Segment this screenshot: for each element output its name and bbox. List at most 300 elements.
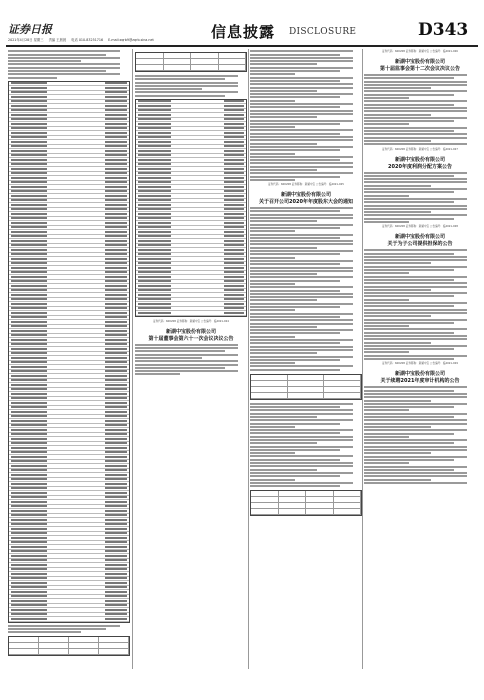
text-line xyxy=(364,393,467,395)
text-line xyxy=(364,269,454,271)
text-line xyxy=(250,176,340,178)
text-line xyxy=(250,436,353,438)
text-line xyxy=(250,472,353,474)
text-line xyxy=(250,80,340,82)
text-line xyxy=(250,416,317,418)
text-line xyxy=(364,253,454,255)
text-line xyxy=(135,350,225,352)
text-line xyxy=(364,262,431,264)
text-line xyxy=(250,293,353,295)
text-line xyxy=(364,74,467,76)
text-line xyxy=(364,97,409,99)
text-line xyxy=(364,416,454,418)
text-line xyxy=(135,360,238,362)
text-line xyxy=(250,339,353,341)
text-line xyxy=(364,84,467,86)
editor: 责编 王晨晨 xyxy=(48,38,67,42)
text-line xyxy=(364,94,454,96)
header-table xyxy=(135,52,247,72)
text-line xyxy=(250,234,353,236)
company-name: 新湖中宝股份有限公司 xyxy=(165,328,216,335)
text-line xyxy=(8,77,57,79)
announcement-title: 2020年度利润分配方案公告 xyxy=(388,163,452,170)
text-block xyxy=(250,207,362,371)
text-line xyxy=(250,133,340,135)
text-line xyxy=(364,302,467,304)
text-line xyxy=(250,139,353,141)
text-line xyxy=(250,449,340,451)
text-line xyxy=(364,81,467,83)
text-line xyxy=(364,133,467,135)
text-line xyxy=(250,459,340,461)
text-line xyxy=(250,465,353,467)
text-line xyxy=(364,409,409,411)
text-line xyxy=(135,370,238,372)
code-line: 证券代码：600208 证券简称：新湖中宝 公告编号：临2021-029 xyxy=(382,362,458,366)
text-line xyxy=(250,243,353,245)
text-line xyxy=(364,218,454,220)
text-line xyxy=(250,270,353,272)
text-line xyxy=(364,322,454,324)
text-line xyxy=(250,426,295,428)
text-line xyxy=(364,452,431,454)
text-line xyxy=(250,63,317,65)
text-line xyxy=(250,129,353,131)
text-line xyxy=(250,93,353,95)
text-line xyxy=(8,57,120,59)
column-divider xyxy=(132,49,133,669)
text-line xyxy=(250,432,340,434)
text-line xyxy=(364,345,467,347)
text-line xyxy=(250,475,340,477)
table-row xyxy=(136,311,246,316)
data-table xyxy=(135,99,247,317)
text-line xyxy=(364,439,467,441)
text-block xyxy=(250,50,362,181)
text-line xyxy=(135,347,238,349)
text-line xyxy=(250,210,340,212)
announcement-heading xyxy=(135,328,247,342)
text-line xyxy=(250,462,353,464)
text-line xyxy=(135,88,202,90)
text-line xyxy=(250,110,353,112)
text-line xyxy=(250,250,353,252)
code-line: 证券代码：600208 证券简称：新湖中宝 公告编号：临2021-025 xyxy=(268,183,344,187)
column-4 xyxy=(364,49,476,669)
text-line xyxy=(250,253,340,255)
text-line xyxy=(364,286,467,288)
text-line xyxy=(364,325,409,327)
text-line xyxy=(250,365,353,367)
text-line xyxy=(250,276,353,278)
text-line xyxy=(250,403,353,405)
text-line xyxy=(135,354,238,356)
text-line xyxy=(250,319,353,321)
text-line xyxy=(250,313,353,315)
text-line xyxy=(8,73,120,75)
text-line xyxy=(250,123,340,125)
text-line xyxy=(250,50,353,52)
text-line xyxy=(364,256,467,258)
text-line xyxy=(135,364,238,366)
text-line xyxy=(364,413,467,415)
text-line xyxy=(135,344,238,346)
text-line xyxy=(364,272,409,274)
text-block xyxy=(364,386,476,484)
text-line xyxy=(250,87,353,89)
text-line xyxy=(250,283,295,285)
text-line xyxy=(250,113,353,115)
text-line xyxy=(8,628,106,630)
text-line xyxy=(250,352,317,354)
text-line xyxy=(364,433,454,435)
text-line xyxy=(250,70,340,72)
text-line xyxy=(250,159,340,161)
text-line xyxy=(8,70,106,72)
text-line xyxy=(250,332,340,334)
text-line xyxy=(364,123,409,125)
text-line xyxy=(250,240,353,242)
text-line xyxy=(250,100,295,102)
masthead-rule xyxy=(6,45,478,47)
text-line xyxy=(364,338,467,340)
text-line xyxy=(364,208,467,210)
text-line xyxy=(250,263,340,265)
announcement-title: 关于召开公司2020年年度股东大会的通知 xyxy=(259,199,353,206)
text-line xyxy=(250,409,353,411)
text-line xyxy=(364,482,467,484)
text-line xyxy=(364,211,431,213)
text-line xyxy=(250,346,353,348)
text-line xyxy=(364,358,454,360)
text-line xyxy=(250,479,295,481)
text-line xyxy=(364,143,467,145)
text-line xyxy=(250,362,295,364)
email: E-mail:zqrb9@zqrb.sina.net xyxy=(108,38,154,42)
page-number: D343 xyxy=(418,20,469,40)
text-line xyxy=(250,156,353,158)
text-line xyxy=(250,309,295,311)
text-line xyxy=(364,348,454,350)
text-line xyxy=(364,466,467,468)
column-3 xyxy=(250,49,362,669)
text-line xyxy=(250,54,340,56)
section-title-en: DISCLOSURE xyxy=(289,27,357,37)
text-line xyxy=(364,309,467,311)
text-line xyxy=(250,423,340,425)
text-line xyxy=(135,85,238,87)
text-line xyxy=(364,456,467,458)
text-line xyxy=(250,120,353,122)
text-line xyxy=(364,117,467,119)
text-line xyxy=(250,83,353,85)
text-line xyxy=(250,359,340,361)
newspaper-logo: 证券日报 xyxy=(8,23,52,36)
text-line xyxy=(364,423,467,425)
text-line xyxy=(364,289,431,291)
summary-table xyxy=(8,636,130,656)
text-line xyxy=(364,305,454,307)
text-line xyxy=(250,247,317,249)
text-line xyxy=(364,390,454,392)
text-line xyxy=(250,214,353,216)
text-line xyxy=(250,67,353,69)
text-line xyxy=(250,303,353,305)
text-line xyxy=(364,259,467,261)
text-line xyxy=(250,446,353,448)
text-line xyxy=(250,369,340,371)
text-line xyxy=(135,78,225,80)
announcement-heading xyxy=(364,233,476,247)
text-line xyxy=(364,475,467,477)
text-line xyxy=(364,351,409,353)
text-line xyxy=(250,469,317,471)
code-line: 证券代码：600208 证券简称：新湖中宝 公告编号：临2021-024 xyxy=(153,319,229,323)
announcement-heading xyxy=(364,156,476,170)
text-line xyxy=(364,77,454,79)
company-name: 新湖中宝股份有限公司 xyxy=(394,371,445,378)
text-line xyxy=(364,328,467,330)
text-line xyxy=(364,140,431,142)
text-line xyxy=(364,295,454,297)
text-line xyxy=(250,342,340,344)
text-line xyxy=(364,87,431,89)
company-name: 新湖中宝股份有限公司 xyxy=(394,156,445,163)
text-line xyxy=(364,276,467,278)
text-line xyxy=(364,107,467,109)
text-line xyxy=(364,266,467,268)
section-title-cn: 信息披露 xyxy=(211,23,276,41)
text-block xyxy=(250,403,362,487)
text-block xyxy=(364,249,476,360)
text-line xyxy=(250,326,317,328)
text-line xyxy=(364,172,467,174)
text-line xyxy=(364,292,467,294)
text-line xyxy=(364,110,467,112)
company-name: 新湖中宝股份有限公司 xyxy=(394,234,445,241)
text-line xyxy=(364,221,409,223)
text-line xyxy=(250,406,340,408)
text-line xyxy=(364,355,467,357)
text-line xyxy=(250,306,340,308)
text-line xyxy=(250,296,353,298)
text-line xyxy=(250,316,340,318)
text-line xyxy=(364,459,454,461)
text-line xyxy=(250,90,317,92)
text-line xyxy=(364,185,431,187)
text-line xyxy=(364,90,467,92)
text-line xyxy=(250,286,353,288)
text-line xyxy=(250,452,295,454)
column-divider xyxy=(362,49,363,669)
text-line xyxy=(250,136,353,138)
text-line xyxy=(250,442,317,444)
text-line xyxy=(8,60,81,62)
text-line xyxy=(364,127,467,129)
column-divider xyxy=(248,49,249,669)
text-line xyxy=(135,95,225,97)
text-line xyxy=(364,181,467,183)
announcement-title: 关于为子公司提供担保的公告 xyxy=(387,241,453,248)
text-line xyxy=(250,260,353,262)
text-line xyxy=(135,367,225,369)
text-line xyxy=(364,479,431,481)
text-line xyxy=(250,149,340,151)
text-line xyxy=(364,188,467,190)
text-line xyxy=(250,162,353,164)
text-line xyxy=(8,54,106,56)
text-line xyxy=(250,227,340,229)
text-line xyxy=(250,356,353,358)
masthead xyxy=(6,20,478,44)
text-line xyxy=(364,426,431,428)
text-line xyxy=(8,50,120,52)
text-line xyxy=(250,413,353,415)
text-line xyxy=(250,103,353,105)
text-line xyxy=(364,429,467,431)
text-line xyxy=(364,472,467,474)
code-line: 证券代码：600208 证券简称：新湖中宝 公告编号：临2021-026 xyxy=(382,50,458,53)
text-line xyxy=(250,419,353,421)
text-line xyxy=(8,631,81,633)
text-line xyxy=(250,96,340,98)
text-line xyxy=(250,73,295,75)
text-line xyxy=(364,195,409,197)
text-line xyxy=(364,332,454,334)
text-line xyxy=(250,172,353,174)
text-line xyxy=(364,178,467,180)
text-line xyxy=(250,267,353,269)
text-line xyxy=(364,342,431,344)
text-line xyxy=(364,175,454,177)
text-line xyxy=(364,120,454,122)
text-line xyxy=(250,299,317,301)
text-line xyxy=(250,273,317,275)
code-line: 证券代码：600208 证券简称：新湖中宝 公告编号：临2021-028 xyxy=(382,225,458,229)
text-line xyxy=(364,205,467,207)
text-line xyxy=(250,230,295,232)
company-name: 新湖中宝股份有限公司 xyxy=(280,192,331,199)
text-line xyxy=(250,336,295,338)
text-line xyxy=(250,116,317,118)
text-line xyxy=(250,220,317,222)
text-line xyxy=(364,100,467,102)
text-line xyxy=(250,179,295,181)
text-line xyxy=(250,237,340,239)
text-line xyxy=(250,224,353,226)
text-line xyxy=(250,207,353,209)
text-line xyxy=(135,357,202,359)
text-line xyxy=(364,462,409,464)
text-line xyxy=(250,77,353,79)
text-line xyxy=(364,114,431,116)
text-line xyxy=(364,201,454,203)
text-line xyxy=(364,446,467,448)
text-line xyxy=(250,153,295,155)
announcement-title: 第十届董事会第六十一次会议决议公告 xyxy=(148,335,234,342)
data-table xyxy=(8,81,130,623)
text-line xyxy=(364,469,454,471)
text-line xyxy=(250,60,353,62)
text-line xyxy=(8,63,120,65)
announcement-heading xyxy=(364,370,476,384)
code-line: 证券代码：600208 证券简称：新湖中宝 公告编号：临2021-027 xyxy=(382,147,458,151)
text-line xyxy=(364,279,454,281)
text-line xyxy=(250,57,353,59)
text-line xyxy=(250,166,353,168)
text-line xyxy=(250,349,353,351)
text-line xyxy=(250,323,353,325)
text-line xyxy=(250,290,340,292)
text-line xyxy=(135,75,238,77)
phone: 电话 010-83251716 xyxy=(71,38,104,42)
text-line xyxy=(8,625,120,627)
announcement-title: 第十届监事会第十二次会议决议公告 xyxy=(379,66,460,72)
text-line xyxy=(364,403,467,405)
column-1 xyxy=(8,49,130,669)
text-line xyxy=(250,482,353,484)
text-line xyxy=(364,436,409,438)
text-line xyxy=(364,299,409,301)
text-line xyxy=(250,146,353,148)
text-line xyxy=(250,169,317,171)
text-line xyxy=(250,280,340,282)
text-line xyxy=(250,106,340,108)
column-2 xyxy=(135,49,247,669)
text-line xyxy=(364,130,454,132)
text-line xyxy=(250,143,317,145)
text-line xyxy=(364,312,467,314)
text-line xyxy=(250,439,353,441)
table-row xyxy=(9,617,129,622)
edition-line xyxy=(8,37,158,42)
text-line xyxy=(364,442,454,444)
text-line xyxy=(135,91,238,93)
text-line xyxy=(250,329,353,331)
text-line xyxy=(364,137,467,139)
text-line xyxy=(364,214,467,216)
text-line xyxy=(364,315,431,317)
text-line xyxy=(250,429,353,431)
proxy-table xyxy=(250,490,362,516)
text-line xyxy=(364,191,454,193)
text-block xyxy=(364,172,476,223)
text-line xyxy=(364,249,467,251)
announcement-heading xyxy=(250,191,362,205)
text-line xyxy=(364,396,467,398)
text-line xyxy=(364,335,467,337)
text-line xyxy=(8,67,120,69)
text-line xyxy=(250,455,353,457)
text-line xyxy=(364,386,467,388)
text-line xyxy=(364,319,467,321)
announcement-title: 关于续聘2021年度审计机构的公告 xyxy=(380,378,460,385)
text-line xyxy=(250,485,340,487)
text-line xyxy=(364,104,454,106)
text-line xyxy=(250,126,295,128)
issue-date: 2021年4月28日 星期三 xyxy=(8,38,44,42)
agenda-table xyxy=(250,374,362,400)
text-line xyxy=(364,419,467,421)
text-block xyxy=(364,74,476,145)
text-line xyxy=(250,257,295,259)
text-line xyxy=(135,373,180,375)
text-line xyxy=(364,400,431,402)
text-line xyxy=(364,406,454,408)
text-line xyxy=(364,198,467,200)
announcement-heading xyxy=(364,58,476,72)
company-name: 新湖中宝股份有限公司 xyxy=(394,59,445,65)
